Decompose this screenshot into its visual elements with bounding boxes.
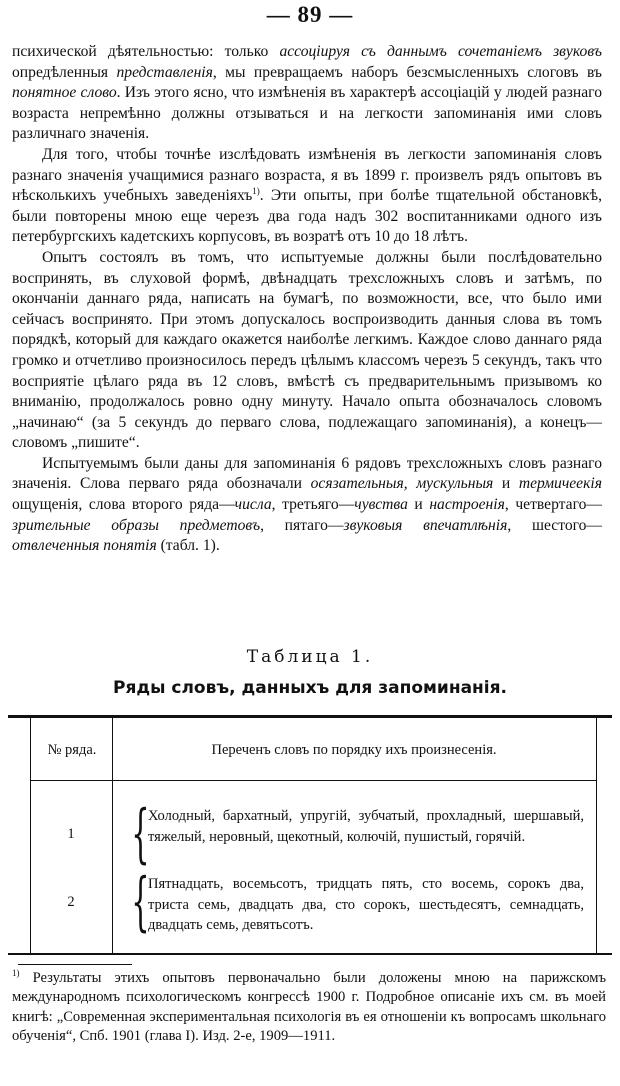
footnote-text: Результаты этихъ опытовъ первоначально были доложены мною на парижскомъ международномъ психологическомъ конгрессѣ 1900 г. Подробное описаніе ихъ см. въ моей книгѣ: „Современная экспериментальная психологія въ ея отношеніи къ вопросамъ школьнаго обученія“, Спб. 1901 (глава I). Изд. 2-е, 1909—1911. <box>12 970 606 1045</box>
text-run: , четвертаго— <box>504 496 602 514</box>
paragraph-2 <box>12 145 602 248</box>
text-run: и <box>493 475 519 493</box>
text-run: психической дѣятельностью: только <box>12 43 280 60</box>
table-border-left <box>30 718 31 953</box>
footnote-rule <box>18 964 132 965</box>
text-run: опредѣленныя <box>12 63 117 81</box>
text-run: Испытуемымъ были даны для запоминанія 6 рядовъ трехсложныхъ словъ разнаго значенія. Слова перваго ряда обозначали <box>12 454 602 493</box>
italic-run: ассоціируя съ даннымъ сочетаніемъ звуковъ <box>279 43 602 60</box>
italic-run: настроенія <box>429 496 505 514</box>
italic-run: зрительные образы предметовъ <box>12 516 261 534</box>
italic-run: представленія <box>116 63 213 81</box>
italic-run: отвлеченныя понятія <box>12 537 157 555</box>
table-header-divider <box>30 780 596 781</box>
row-number-1: 1 <box>67 826 75 842</box>
text-run: . Эти опыты, при болѣе тщательной обстановкѣ, были повторены мною еще черезъ два года надъ 302 воспитанниками одного изъ петербургскихъ кадетскихъ корпусовъ, въ возратѣ отъ 10 до 18 лѣтъ. <box>12 187 602 246</box>
text-run: и <box>407 496 430 514</box>
table-column-divider <box>112 718 113 953</box>
table-row-1-words: Холодный, бархатный, упругій, зубчатый, прохладный, шершавый, тяжелый, неровный, щекотный, колючій, пушистый, горячій. <box>148 808 584 845</box>
italic-run: осязательныя, мускульныя <box>310 475 494 493</box>
row-number-2: 2 <box>67 894 75 910</box>
text-run: , третьяго— <box>271 496 355 514</box>
table-border-right <box>596 718 597 953</box>
column-header-row-number: № ряда. <box>47 742 97 758</box>
words-table <box>8 715 612 955</box>
column-header-word-list: Переченъ словъ по порядку ихъ произнесенія. <box>211 742 497 758</box>
italic-run: чувства <box>354 496 408 514</box>
table-row-2-words: Пятнадцать, восемьсотъ, тридцать пять, сто восемь, сорокъ два, триста семь, двадцать два, сто сорокъ, шестьдесятъ, семнадцать, двадцать семь, девятьсотъ. <box>148 876 584 933</box>
text-run: (табл. 1). <box>156 537 220 555</box>
table-title: Таблица 1. <box>246 647 374 667</box>
italic-run: понятное слово <box>12 84 117 102</box>
paragraph-4 <box>12 454 602 557</box>
table-subtitle: Ряды словъ, данныхъ для запоминанія. <box>113 678 507 698</box>
italic-run: термичеекія <box>518 475 602 493</box>
text-run: , мы превращаемъ наборъ безсмысленныхъ слоговъ въ <box>212 63 602 81</box>
footnote-ref: 1) <box>252 185 260 196</box>
footnote <box>12 969 606 1047</box>
text-run: . Изъ этого ясно, что измѣненія въ характерѣ ассоціацій у людей разнаго возраста непремѣнно должны отзываться и на легкости запоминанія ими словъ различнаго значенія. <box>12 84 602 143</box>
italic-run: числа <box>234 496 272 514</box>
page-number: — 89 — <box>266 2 354 27</box>
paragraph-1 <box>12 42 602 145</box>
text-run: , пятаго— <box>260 516 344 534</box>
text-run: , шестого— <box>507 516 603 534</box>
brace-icon: { <box>131 797 150 871</box>
body-text <box>12 42 602 557</box>
footnote-marker: 1) <box>12 968 20 979</box>
paragraph-3: Опытъ состоялъ въ томъ, что испытуемые должны были послѣдовательно воспринять, въ слуховой формѣ, двѣнадцать трехсложныхъ словъ и затѣмъ, по окончаніи даннаго ряда, написать на бумагѣ, по возможности, все, что было ими сейчасъ воспринято. При этомъ допускалось воспроизводить данныя слова въ томъ порядкѣ, который для каждаго окажется наиболѣе легкимъ. Каждое слово даннаго ряда громко и отчетливо произносилось передъ цѣлымъ классомъ черезъ 5 секундъ, такъ что восприятіе цѣлаго ряда въ 12 словъ, вмѣстѣ съ предварительнымъ призывомъ ко вниманію, продолжалось ровно одну минуту. Начало опыта обозначалось словомъ „начинаю“ (за 5 секундъ до перваго слова, подлежащаго запоминанія), а конецъ—словомъ „пишите“. <box>12 248 602 452</box>
text-run: Для того, чтобы точнѣе изслѣдовать измѣненія въ легкости запоминанія словъ разнаго значенія учащимися разнаго возраста, я въ 1899 г. произвелъ рядъ опытовъ въ нѣсколькихъ учебныхъ заведеніяхъ <box>12 145 602 205</box>
brace-icon: { <box>131 865 150 939</box>
text-run: ощущенія, слова второго ряда— <box>12 496 235 514</box>
italic-run: звуковыя впечатлѣнія <box>343 516 508 534</box>
